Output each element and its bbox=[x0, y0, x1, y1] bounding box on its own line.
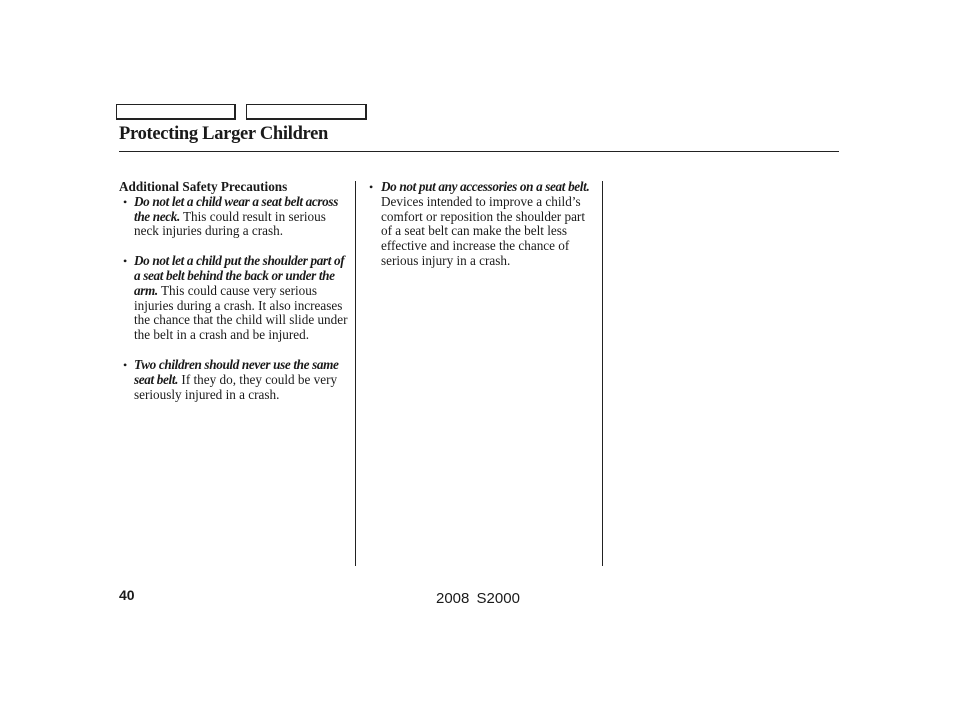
bullet-item-shared-belt bbox=[119, 358, 349, 402]
bullet-lead: Do not let a child put the shoulder part of a seat belt behind the back or under the arm. bbox=[134, 253, 345, 298]
left-column bbox=[119, 180, 349, 402]
bullet-item-neck bbox=[119, 195, 349, 239]
section-tab-box-2 bbox=[246, 104, 367, 120]
column-divider-2 bbox=[602, 181, 603, 566]
bullet-marker: • bbox=[123, 194, 128, 209]
bullet-marker: • bbox=[123, 357, 128, 372]
page-title: Protecting Larger Children bbox=[119, 124, 329, 144]
bullet-body: If they do, they could be very seriously injured in a crash. bbox=[134, 371, 338, 402]
page-number: 40 bbox=[119, 587, 135, 603]
bullet-item-accessories bbox=[368, 180, 594, 269]
section-heading: Additional Safety Precautions bbox=[119, 179, 288, 194]
footer-model-name: 2008 S2000 bbox=[436, 590, 520, 607]
title-rule bbox=[119, 151, 839, 152]
bullet-body: This could result in serious neck injuries during a crash. bbox=[134, 208, 326, 239]
bullet-lead: Do not put any accessories on a seat belt. bbox=[381, 179, 590, 194]
column-divider-1 bbox=[355, 181, 356, 566]
middle-column bbox=[368, 180, 594, 269]
section-tab-box-1 bbox=[116, 104, 236, 120]
bullet-lead: Two children should never use the same seat belt. bbox=[134, 356, 339, 387]
bullet-body: Devices intended to improve a child’s comfort or reposition the shoulder part of a seat belt can make the belt less effective and increase the chance of serious injury in a crash. bbox=[381, 193, 585, 268]
bullet-body: This could cause very serious injuries during a crash. It also increases the chance that the child will slide under the belt in a crash and be injured. bbox=[134, 282, 348, 343]
bullet-marker: • bbox=[123, 254, 128, 269]
bullet-item-shoulder-belt bbox=[119, 254, 349, 343]
bullet-marker: • bbox=[369, 180, 374, 194]
bullet-lead: Do not let a child wear a seat belt across the neck. bbox=[134, 193, 338, 224]
